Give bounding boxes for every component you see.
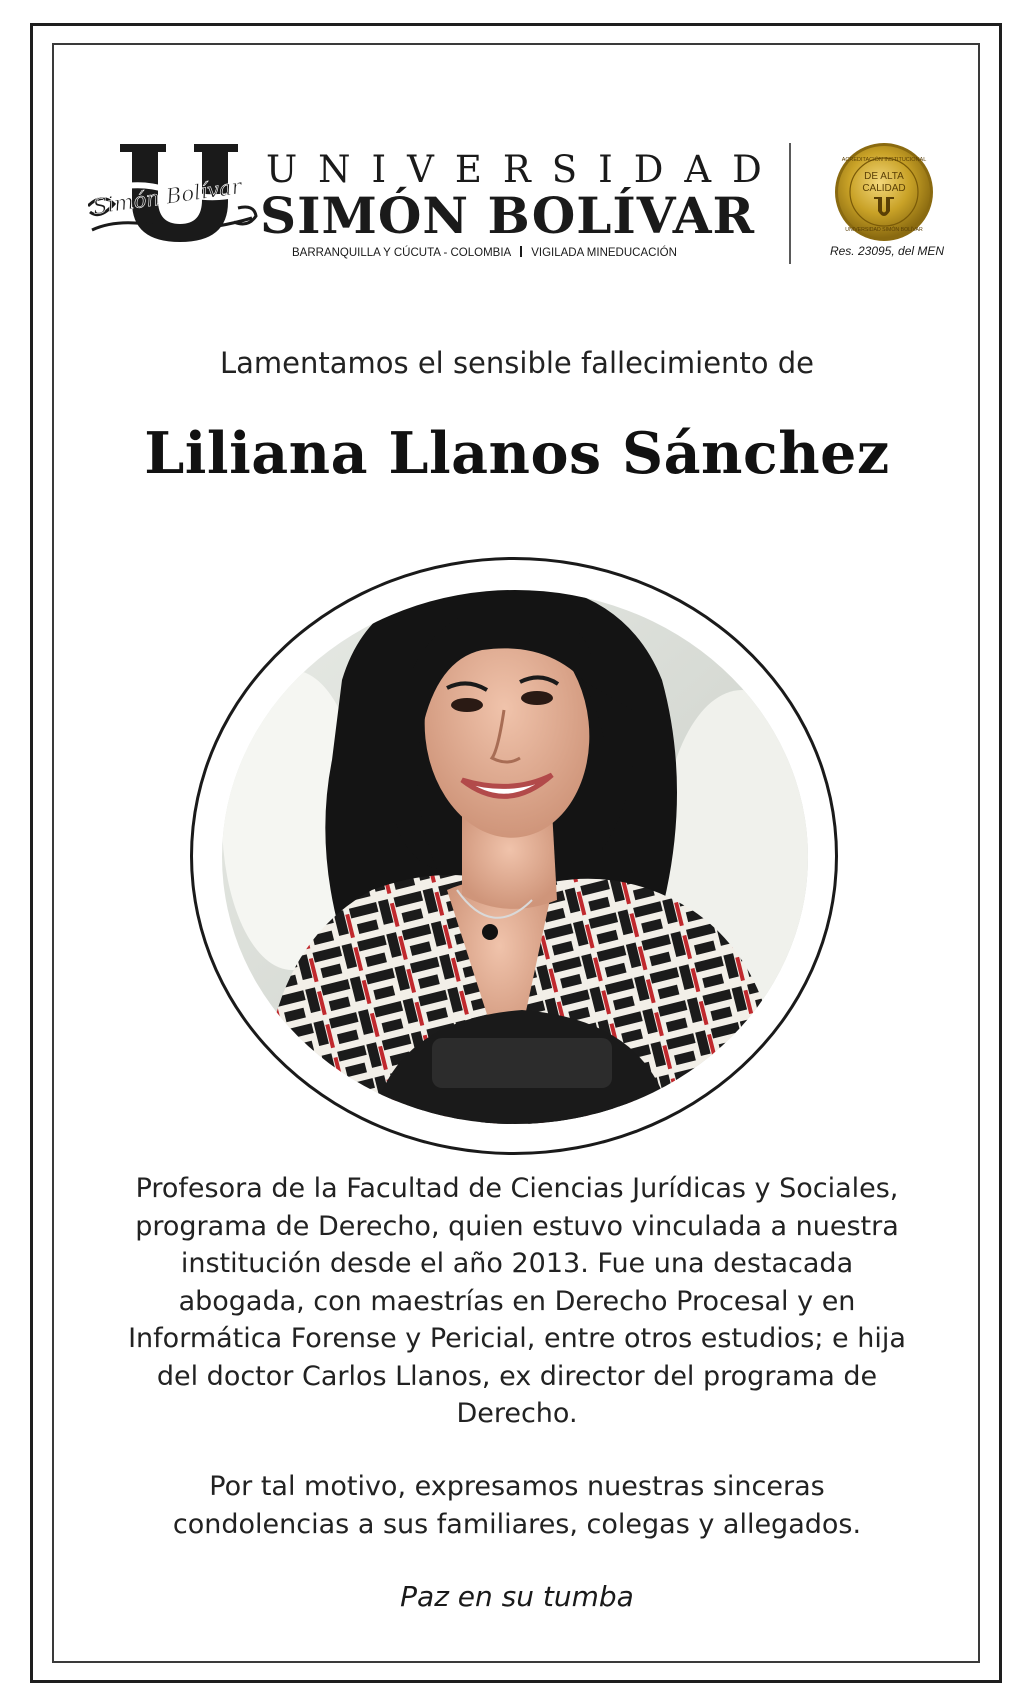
condolences-line: Por tal motivo, expresamos nuestras sinceras (209, 1471, 825, 1502)
portrait-illustration (222, 590, 808, 1124)
condolence-intro: Lamentamos el sensible fallecimiento de (219, 346, 815, 380)
biography-line: Profesora de la Facultad de Ciencias Jurídicas y Sociales, (135, 1173, 899, 1204)
university-name-line2: SIMÓN BOLÍVAR (260, 186, 756, 245)
university-subtitle (292, 246, 812, 259)
biography-line: Informática Forense y Pericial, entre otros estudios; e hija (128, 1323, 906, 1354)
location-text: BARRANQUILLA Y CÚCUTA - COLOMBIA (292, 247, 512, 259)
biography-line: institución desde el año 2013. Fue una destacada (180, 1248, 854, 1279)
university-u-emblem (88, 138, 258, 248)
biography-line: programa de Derecho, quien estuvo vinculada a nuestra (135, 1210, 899, 1242)
biography-paragraph (70, 1170, 964, 1433)
condolences-line: condolencias a sus familiares, colegas y allegados. (172, 1508, 862, 1540)
subtitle-separator (520, 246, 522, 257)
condolences-paragraph (70, 1468, 964, 1543)
accreditation-seal-icon (828, 141, 940, 243)
portrait-photo (222, 590, 808, 1124)
logo-signature: Simón Bolívar (91, 174, 244, 219)
seal-text-calidad: CALIDAD (862, 183, 906, 194)
header-divider (789, 143, 791, 264)
seal-caption: Res. 23095, del MEN (829, 244, 945, 258)
biography-line: del doctor Carlos Llanos, ex director del programa de (156, 1360, 878, 1392)
seal-text-top: ACREDITACIÓN INSTITUCIONAL (841, 157, 927, 163)
biography-line: Derecho. (456, 1398, 578, 1429)
biography-line: abogada, con maestrías en Derecho Procesal y en (178, 1285, 856, 1317)
oversight-text: VIGILADA MINEDUCACIÓN (531, 247, 677, 259)
closing-phrase: Paz en su tumba (400, 1580, 634, 1613)
seal-text-bottom: UNIVERSIDAD SIMÓN BOLÍVAR (845, 227, 923, 233)
seal-text-alta: DE ALTA (864, 171, 904, 182)
university-logo (88, 138, 783, 268)
deceased-name: Liliana Llanos Sánchez (144, 420, 890, 487)
university-name-line1: UNIVERSIDAD (266, 148, 783, 191)
